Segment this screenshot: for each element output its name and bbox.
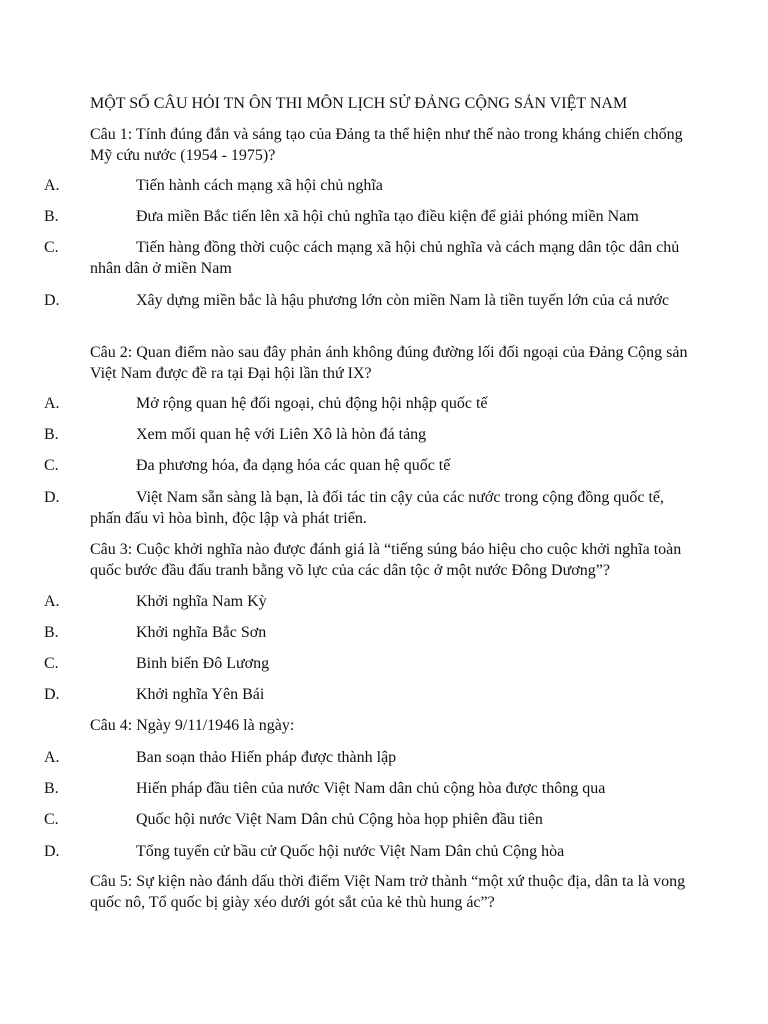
option-text: Binh biến Đô Lương	[136, 655, 270, 672]
option-2b	[44, 425, 690, 446]
option-3b	[44, 623, 690, 644]
option-text: Khởi nghĩa Nam Kỳ	[136, 593, 267, 610]
option-letter: B.	[44, 624, 59, 641]
option-1d	[44, 291, 690, 312]
question-1: Câu 1: Tính đúng đắn và sáng tạo của Đảng ta thể hiện như thế nào trong kháng chiến chống Mỹ cứu nước (1954 - 1975)?	[90, 126, 683, 164]
option-text: Tổng tuyển cử bầu cử Quốc hội nước Việt Nam Dân chủ Cộng hòa	[136, 843, 565, 860]
option-1c	[44, 238, 690, 279]
option-2a	[44, 394, 690, 415]
document-title: MỘT SỐ CÂU HỎI TN ÔN THI MÔN LỊCH SỬ ĐẢNG CỘNG SẢN VIỆT NAM	[90, 95, 628, 112]
option-text: Khởi nghĩa Bắc Sơn	[136, 624, 267, 641]
option-letter: C.	[44, 457, 59, 474]
option-text: Đưa miền Bắc tiến lên xã hội chủ nghĩa tạo điều kiện để giải phóng miền Nam	[136, 208, 639, 225]
question-4: Câu 4: Ngày 9/11/1946 là ngày:	[90, 717, 295, 734]
option-3d	[44, 685, 690, 706]
question-2: Câu 2: Quan điểm nào sau đây phản ánh không đúng đường lối đối ngoại của Đảng Cộng sản Việt Nam được đề ra tại Đại hội lần thứ IX?	[90, 344, 688, 382]
option-4c	[44, 810, 690, 831]
option-text: Quốc hội nước Việt Nam Dân chủ Cộng hòa họp phiên đầu tiên	[136, 811, 543, 828]
option-letter: D.	[44, 489, 60, 506]
option-text: Mở rộng quan hệ đối ngoại, chủ động hội nhập quốc tế	[136, 395, 488, 412]
option-2c	[44, 456, 690, 477]
option-letter: D.	[44, 292, 60, 309]
option-letter: A.	[44, 395, 60, 412]
option-3a	[44, 592, 690, 613]
option-text: Tiến hàng đồng thời cuộc cách mạng xã hội chủ nghĩa và cách mạng dân tộc dân chủ nhân dân ở miền Nam	[90, 239, 680, 277]
option-text: Xem mối quan hệ với Liên Xô là hòn đá tảng	[136, 426, 427, 443]
option-text: Đa phương hóa, đa dạng hóa các quan hệ quốc tế	[136, 457, 451, 474]
option-letter: A.	[44, 177, 60, 194]
option-letter: C.	[44, 655, 59, 672]
option-letter: D.	[44, 843, 60, 860]
option-4a	[44, 748, 690, 769]
option-2d	[44, 488, 690, 529]
option-letter: A.	[44, 749, 60, 766]
option-text: Việt Nam sẵn sàng là bạn, là đối tác tin cậy của các nước trong cộng đồng quốc tế, phấn đấu vì hòa bình, độc lập và phát triển.	[90, 489, 664, 527]
question-5: Câu 5: Sự kiện nào đánh dấu thời điểm Việt Nam trở thành “một xứ thuộc địa, dân ta là vong quốc nô, Tổ quốc bị giày xéo dưới gót sắt của kẻ thù hung ác”?	[90, 873, 686, 911]
option-letter: B.	[44, 780, 59, 797]
option-text: Khởi nghĩa Yên Bái	[136, 686, 265, 703]
option-4b	[44, 779, 690, 800]
option-text: Tiến hành cách mạng xã hội chủ nghĩa	[136, 177, 383, 194]
option-letter: C.	[44, 239, 59, 256]
option-text: Xây dựng miền bắc là hậu phương lớn còn miền Nam là tiền tuyến lớn của cả nước	[136, 292, 670, 309]
option-letter: D.	[44, 686, 60, 703]
question-3: Câu 3: Cuộc khởi nghĩa nào được đánh giá là “tiếng súng báo hiệu cho cuộc khởi nghĩa toàn quốc bước đầu đấu tranh bằng võ lực của các dân tộc ở một nước Đông Dương”?	[90, 541, 682, 579]
option-1a	[44, 176, 690, 197]
option-1b	[44, 207, 690, 228]
option-letter: B.	[44, 426, 59, 443]
option-3c	[44, 654, 690, 675]
option-letter: B.	[44, 208, 59, 225]
option-4d	[44, 842, 690, 863]
option-text: Ban soạn thảo Hiến pháp được thành lập	[136, 749, 397, 766]
option-text: Hiến pháp đầu tiên của nước Việt Nam dân chủ cộng hòa được thông qua	[136, 780, 606, 797]
option-letter: C.	[44, 811, 59, 828]
option-letter: A.	[44, 593, 60, 610]
